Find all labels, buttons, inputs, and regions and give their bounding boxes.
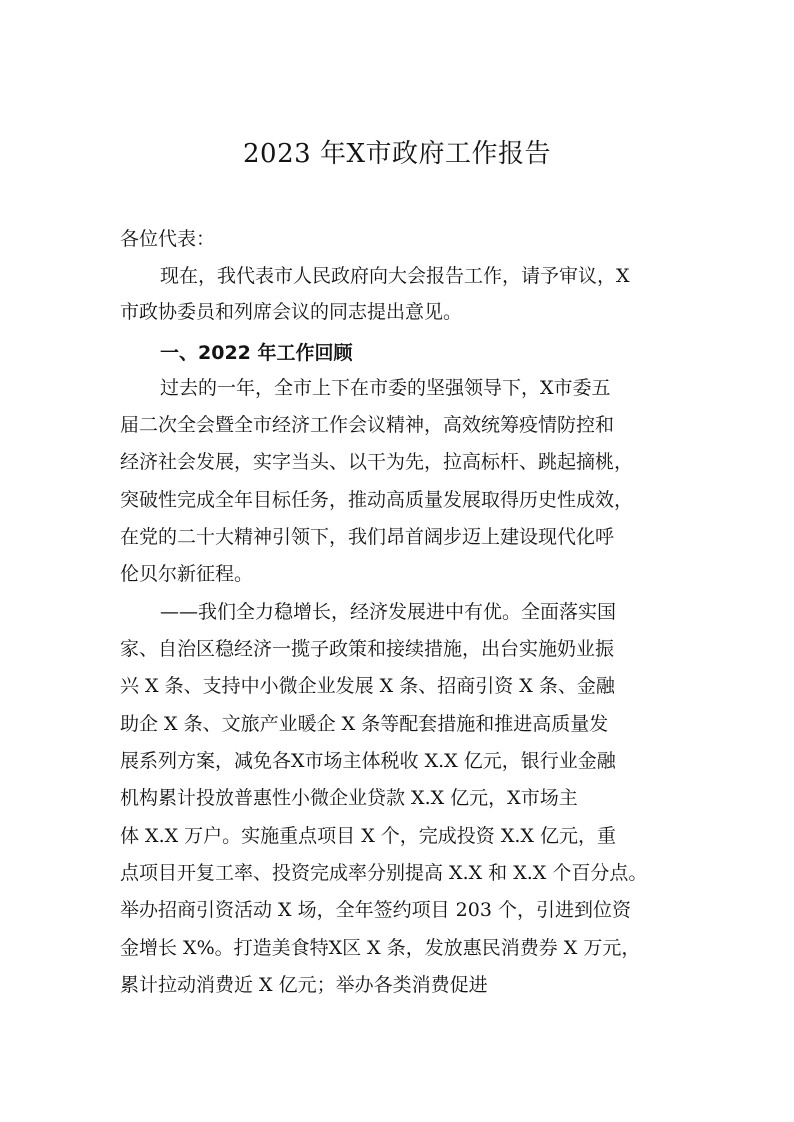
paragraph-line: 累计拉动消费近 X 亿元；举办各类消费促进 xyxy=(120,974,488,996)
paragraph-line: 机构累计投放普惠性小微企业贷款 X.X 亿元，X市场主 xyxy=(120,787,578,809)
paragraph-line: 突破性完成全年目标任务，推动高质量发展取得历史性成效， xyxy=(120,489,634,511)
paragraph-line: 体 X.X 万户。实施重点项目 X 个，完成投资 X.X 亿元，重 xyxy=(120,825,616,847)
paragraph-line: 金增长 X%。打造美食特X区 X 条，发放惠民消费券 X 万元， xyxy=(120,937,641,959)
paragraph-line: 助企 X 条、文旅产业暖企 X 条等配套措施和推进高质量发 xyxy=(120,713,609,735)
section-heading: 一、2022 年工作回顾 xyxy=(160,342,353,364)
paragraph-line: 家、自治区稳经济一揽子政策和接续措施，出台实施奶业振 xyxy=(120,638,615,660)
paragraph-line: 伦贝尔新征程。 xyxy=(120,563,254,585)
paragraph-line: 经济社会发展，实字当头、以干为先，拉高标杆、跳起摘桃， xyxy=(120,451,634,473)
intro-line: 市政协委员和列席会议的同志提出意见。 xyxy=(120,301,463,323)
paragraph-line: 兴 X 条、支持中小微企业发展 X 条、招商引资 X 条、金融 xyxy=(120,675,615,697)
salutation: 各位代表： xyxy=(120,228,216,250)
paragraph-line: 在党的二十大精神引领下，我们昂首阔步迈上建设现代化呼 xyxy=(120,526,615,548)
document-title: 2023 年X市政府工作报告 xyxy=(243,139,551,169)
paragraph-line: ——我们全力稳增长，经济发展进中有优。全面落实国 xyxy=(160,601,617,623)
paragraph-line: 点项目开复工率、投资完成率分别提高 X.X 和 X.X 个百分点。 xyxy=(120,862,648,884)
paragraph-line: 举办招商引资活动 X 场，全年签约项目 203 个，引进到位资 xyxy=(120,899,631,921)
intro-line: 现在，我代表市人民政府向大会报告工作，请予审议，X xyxy=(160,265,630,287)
paragraph-line: 届二次全会暨全市经济工作会议精神，高效统筹疫情防控和 xyxy=(120,414,615,436)
paragraph-line: 展系列方案，减免各X市场主体税收 X.X 亿元，银行业金融 xyxy=(120,750,616,772)
paragraph-line: 过去的一年，全市上下在市委的坚强领导下，X市委五 xyxy=(160,377,611,399)
